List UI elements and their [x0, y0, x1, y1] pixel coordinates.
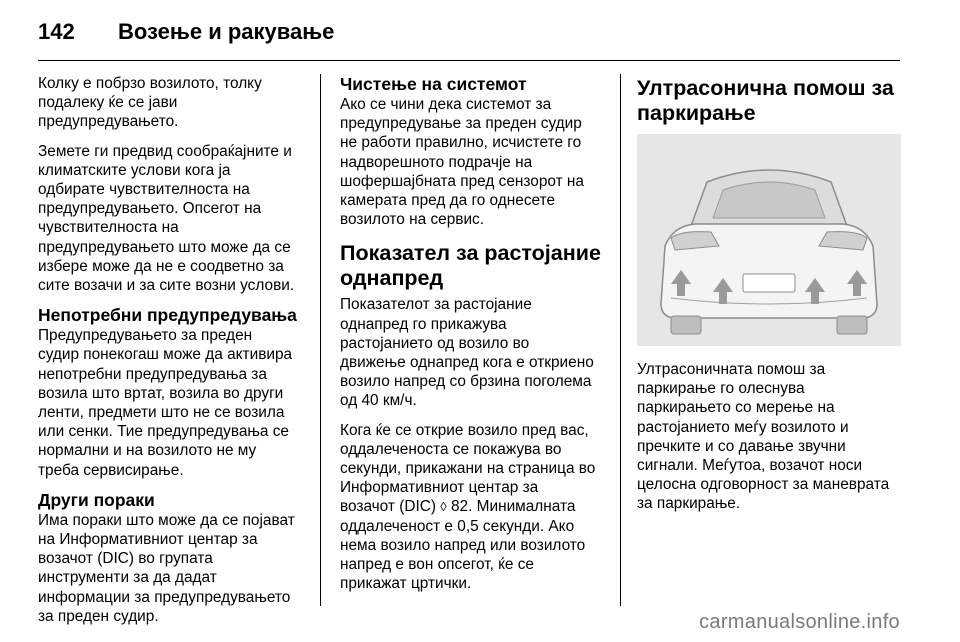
paragraph: Има пораки што може да се појават на Информативниот центар за возачот (DIC) во групата инструменти за да дадат информации за предупредувањето за преден судир.	[38, 511, 295, 625]
paragraph-text: 82. Минималната оддалеченост е 0,5 секунди. Ако нема возило напред или возилото напред е вон опсегот, ќе се прикажат цртички.	[340, 498, 586, 593]
paragraph: Колку е побрзо возилото, толку подалеку ќе се јави предупредувањето.	[38, 75, 262, 131]
paragraph: Земете ги предвид сообраќајните и климатските услови кога ја одбирате чувствителноста на предупредувањето. Опсегот на чувствителноста на предупредувањето што може да се избере може да не е соодветно за сите возачи и за сите возни услови.	[38, 142, 295, 295]
page-header	[38, 14, 334, 50]
sensor-arrow-icon	[847, 270, 867, 296]
sensor-arrow-icon	[671, 270, 691, 296]
heading-following-distance: Показател за растојание однапред	[340, 241, 601, 291]
sensor-arrow-icon	[805, 278, 825, 304]
subheading-unneeded-warnings: Непотребни предупредувања	[38, 305, 297, 326]
column-divider	[620, 74, 621, 606]
subheading-cleaning-system: Чистење на системот	[340, 74, 527, 94]
column-divider	[320, 74, 321, 606]
sensor-arrow-icon	[713, 278, 733, 304]
paragraph	[340, 421, 610, 594]
car-rear-illustration	[637, 134, 901, 346]
paragraph: Предупредувањето за преден судир понекогаш може да активира непотребни предупредувања за возила што вртат, возила во други ленти, предмети што не се возила или сенки. Тие предупредувања се нормални и на возилото не му треба сервисирање.	[38, 327, 293, 479]
watermark: carmanualsonline.info	[699, 611, 900, 633]
paragraph: Ултрасоничната помош за паркирање го олеснува паркирањето со мерење на растојанието меѓу возилото и пречките и со давање звучни сигнали. Меѓутоа, возачот носи целосна одговорност за маневрата за паркирање.	[637, 361, 890, 513]
page-number: 142	[38, 19, 75, 44]
subheading-other-messages: Други пораки	[38, 489, 155, 510]
header-rule	[38, 60, 900, 61]
column-2	[340, 74, 610, 603]
paragraph: Показателот за растојание однапред го прикажува растојанието од возило во движење однапред кога е откриено возило напред со брзина поголема од 40 км/ч.	[340, 296, 594, 410]
paragraph: Ако се чини дека системот за предупредување за преден судир не работи правилно, исчистете го надворешното подрачје на шофершајбната пред сензорот на камерата пред да го однесете возилото на сервис.	[340, 96, 584, 229]
sensor-arrows	[637, 134, 901, 346]
heading-ultrasonic-parking-assist: Ултрасонична помош за паркирање	[637, 76, 894, 125]
paragraph-text: Кога ќе се открие возило пред вас, оддалеченоста се покажува во секунди, прикажани на страница во Информативниот центар за возачот (DIC)	[340, 421, 596, 516]
page-reference-icon: ◊	[440, 499, 447, 515]
column-1	[38, 74, 308, 636]
section-title: Возење и ракување	[118, 19, 335, 44]
column-3	[637, 74, 912, 524]
